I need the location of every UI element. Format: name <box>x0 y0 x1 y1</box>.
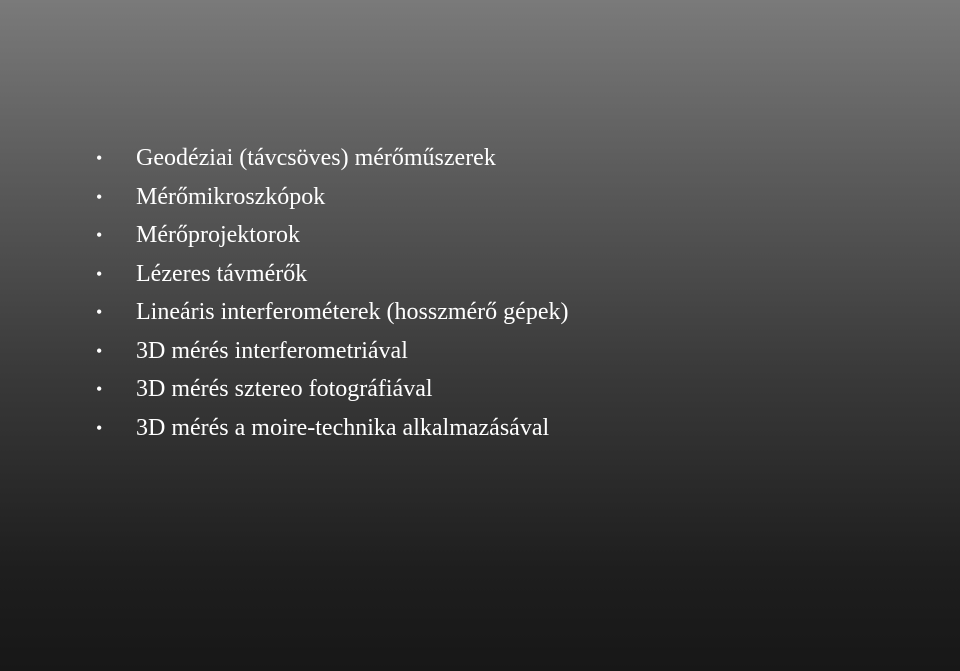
bullet-icon: • <box>96 148 103 168</box>
bullet-icon: • <box>96 417 103 438</box>
list-item-text: 3D mérés sztereo fotográfiával <box>136 376 433 402</box>
list-item-text: Mérőmikroszkópok <box>136 183 326 210</box>
list-item-text: Lineáris interferométerek (hosszmérő gépek) <box>136 299 569 325</box>
bullet-icon: • <box>96 340 103 361</box>
bullet-icon: • <box>96 263 103 284</box>
bullet-icon: • <box>96 379 103 399</box>
bullet-icon: • <box>96 186 103 207</box>
bullet-icon: • <box>96 225 103 245</box>
bullet-icon: • <box>96 302 103 322</box>
list-item-text: Mérőprojektorok <box>136 222 300 248</box>
list-item-text: 3D mérés interferometriával <box>136 337 408 364</box>
list-item-text: Geodéziai (távcsöves) mérőműszerek <box>136 145 496 171</box>
list-item-text: 3D mérés a moire-technika alkalmazásával <box>136 414 550 441</box>
list-item-text: Lézeres távmérők <box>136 260 308 287</box>
